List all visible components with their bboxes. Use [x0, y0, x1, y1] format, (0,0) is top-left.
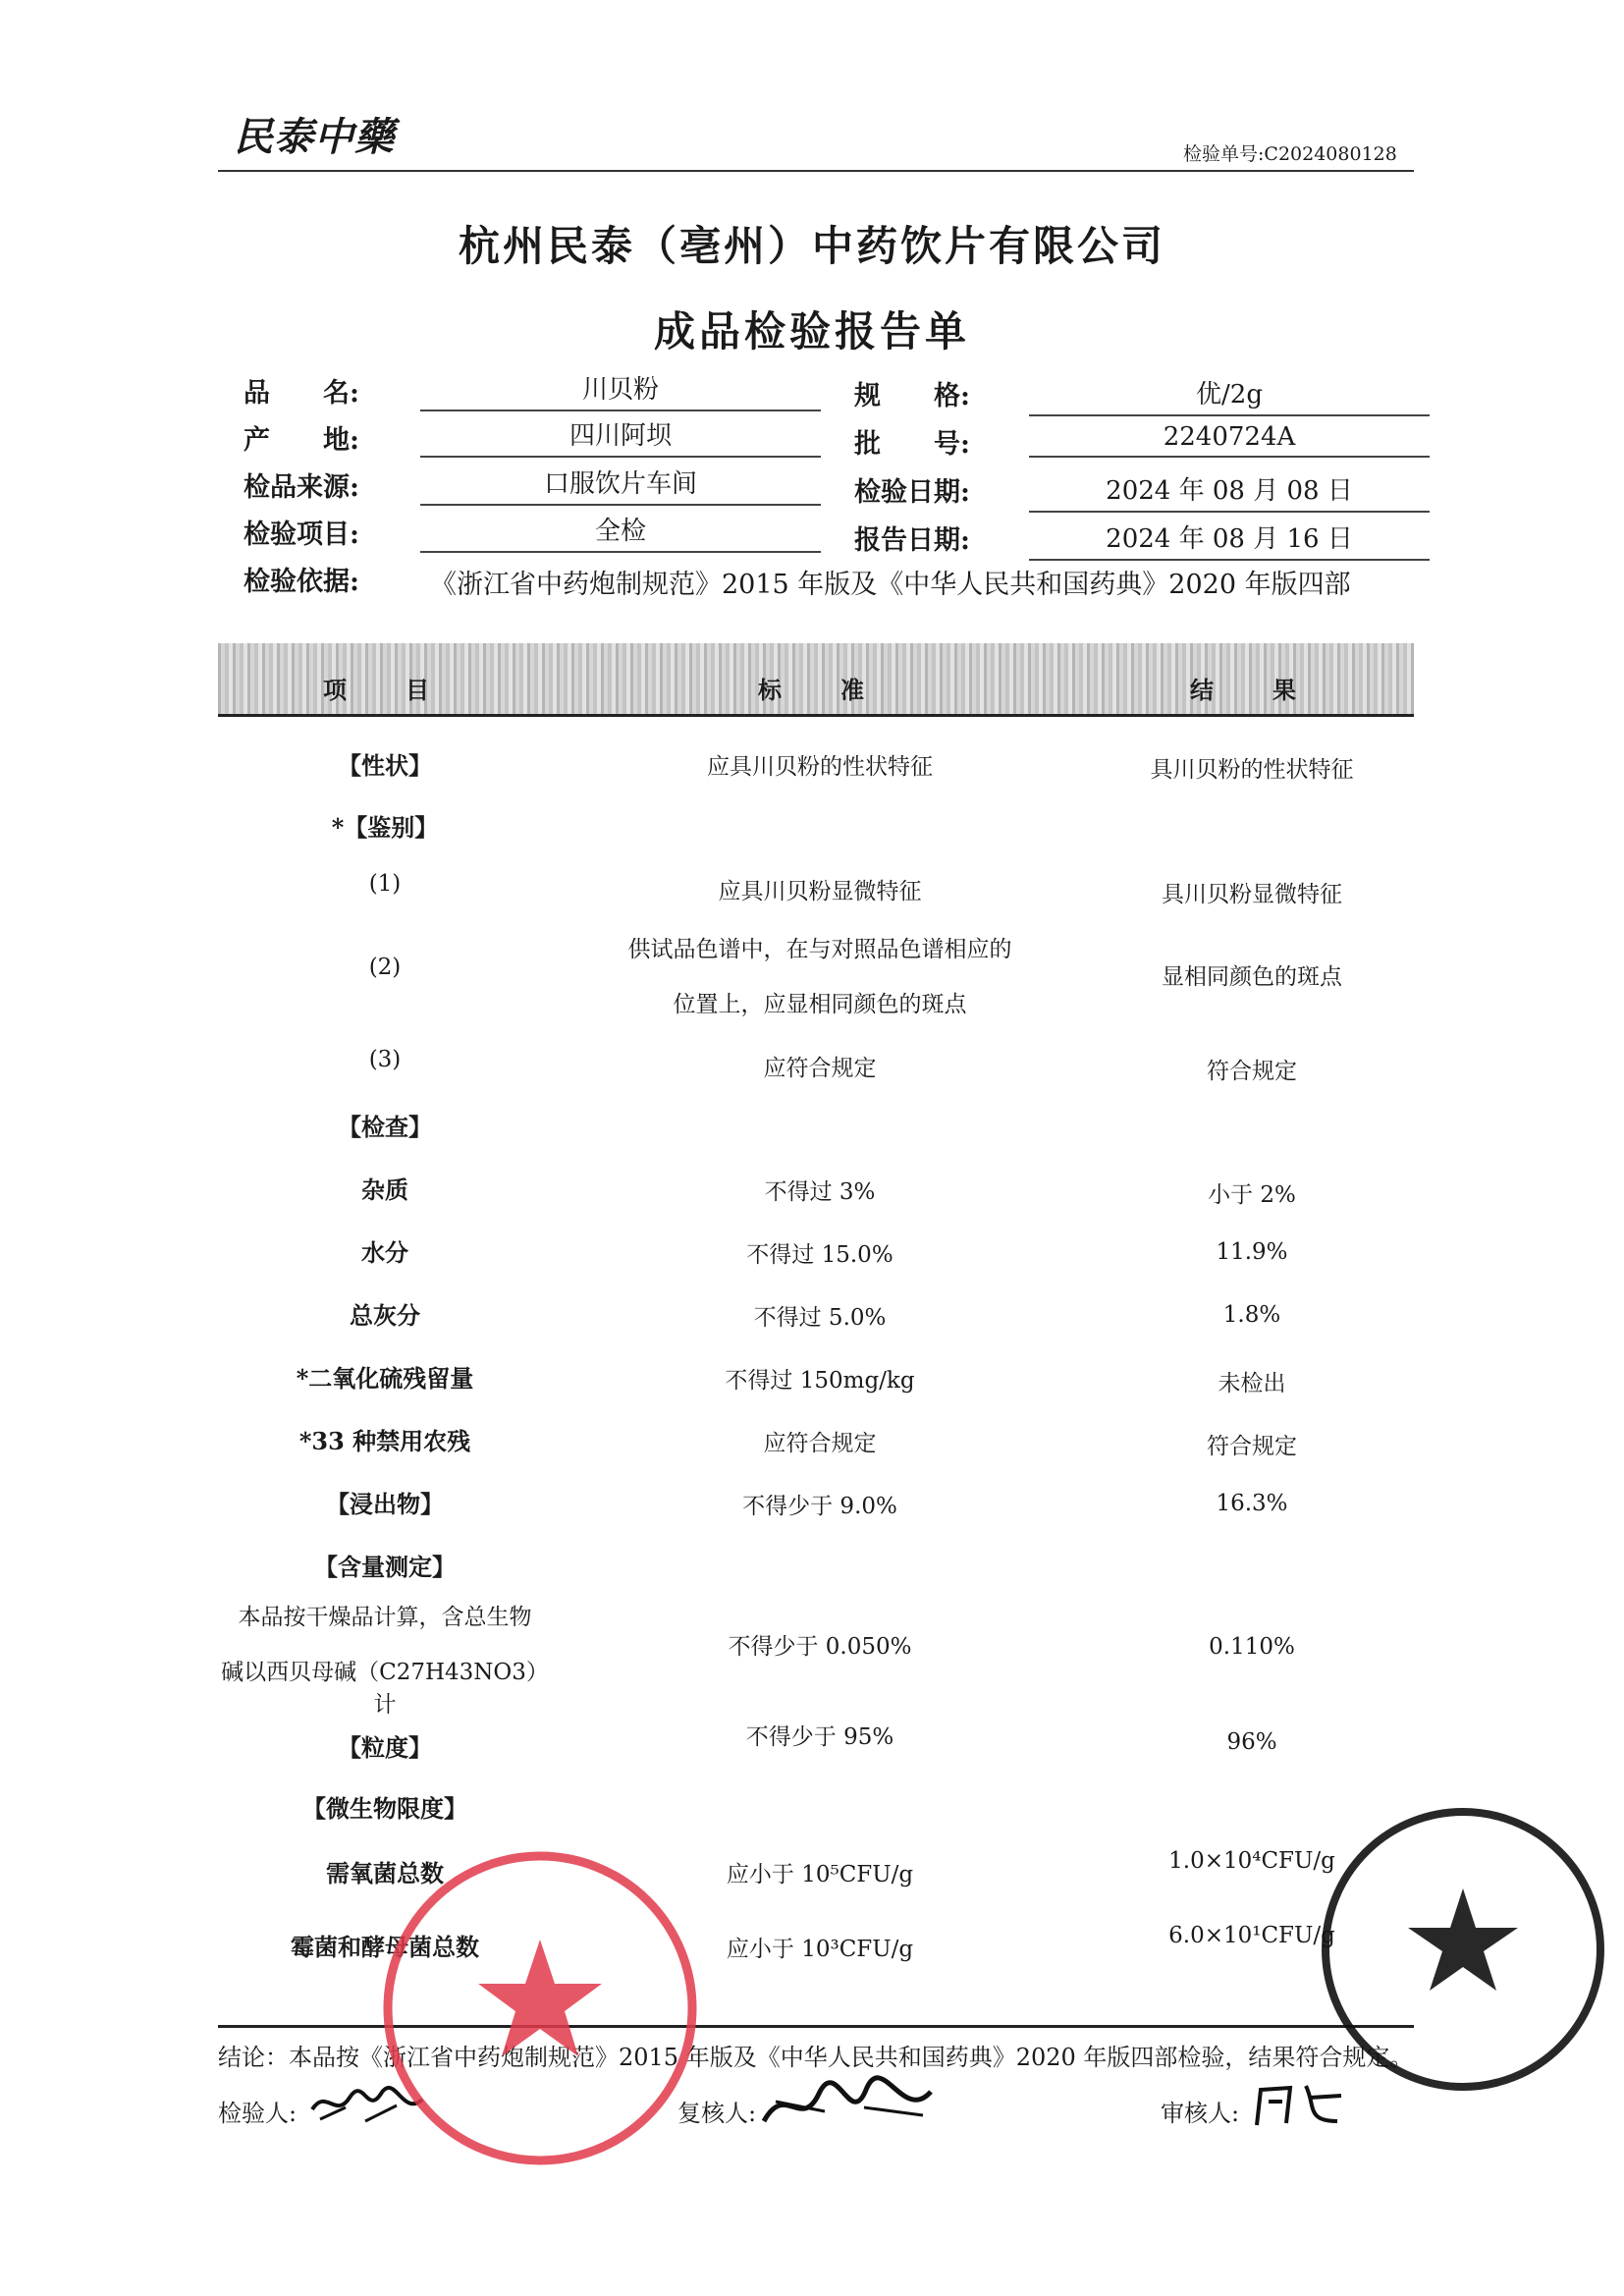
- approver-label: 审核人:: [1161, 2100, 1240, 2127]
- row-standard: 不得过 15.0%: [746, 1242, 893, 1268]
- row-item: 水分: [361, 1238, 408, 1267]
- row-standard-line2: 位置上，应显相同颜色的斑点: [673, 992, 967, 1017]
- report-title: 成品检验报告单: [653, 307, 970, 355]
- company-name: 杭州民泰（亳州）中药饮片有限公司: [458, 222, 1165, 270]
- row-result: 具川贝粉显微特征: [1162, 882, 1342, 907]
- row-result: 0.110%: [1209, 1634, 1295, 1660]
- row-item: 【粒度】: [338, 1733, 432, 1762]
- section-heading: *【鉴别】: [331, 813, 439, 842]
- document-number: [1183, 139, 1397, 166]
- row-standard-line1: 供试品色谱中，在与对照品色谱相应的: [627, 937, 1012, 962]
- basis-label: 检验依据:: [244, 567, 359, 597]
- row-result: 具川贝粉的性状特征: [1150, 757, 1354, 783]
- row-result: 6.0×10¹CFU/g: [1168, 1923, 1335, 1948]
- conclusion-text: 结论：本品按《浙江省中药炮制规范》2015 年版及《中华人民共和国药典》2020 年版四部检验，结果符合规定。: [218, 2044, 1414, 2071]
- row-standard: 不得过 3%: [764, 1179, 876, 1205]
- row-result: 未检出: [1218, 1371, 1286, 1396]
- spec-value: 优/2g: [1029, 374, 1430, 416]
- row-item: *二氧化硫残留量: [296, 1364, 474, 1393]
- row-result: 符合规定: [1207, 1434, 1297, 1459]
- row-item: (3): [368, 1047, 402, 1072]
- section-heading: 【微生物限度】: [302, 1794, 467, 1823]
- header-result: 结 果: [1190, 676, 1314, 704]
- row-standard: 不得少于 0.050%: [728, 1634, 912, 1660]
- origin-value: 四川阿坝: [420, 415, 821, 458]
- row-result: 1.8%: [1222, 1302, 1281, 1328]
- row-item: 需氧菌总数: [326, 1859, 444, 1887]
- spec-label: 规 格:: [854, 381, 970, 411]
- origin-label: 产 地:: [244, 425, 359, 456]
- report-date-value: 2024 年 08 月 16 日: [1029, 519, 1430, 561]
- row-item: 【浸出物】: [326, 1490, 444, 1518]
- quality-seal-red: [378, 1846, 702, 2170]
- row-item: 总灰分: [350, 1301, 420, 1330]
- row-item: 霉菌和酵母菌总数: [291, 1933, 479, 1961]
- doc-no-label: 检验单号:: [1183, 143, 1265, 165]
- row-result: 小于 2%: [1208, 1182, 1296, 1208]
- row-standard: 应具川贝粉显微特征: [718, 879, 922, 904]
- reviewer-label: 复核人:: [677, 2100, 757, 2127]
- row-item: *33 种禁用农残: [298, 1427, 471, 1455]
- doc-no-value: C2024080128: [1264, 143, 1397, 165]
- row-standard: 应符合规定: [763, 1056, 877, 1081]
- section-heading: 【含量测定】: [314, 1553, 456, 1581]
- batch-label: 批 号:: [854, 429, 970, 460]
- header-item: 项 目: [323, 676, 447, 704]
- name-label: 品 名:: [244, 378, 359, 409]
- item-label: 检验项目:: [244, 519, 359, 550]
- basis-value: 《浙江省中药炮制规范》2015 年版及《中华人民共和国药典》2020 年版四部: [430, 570, 1351, 600]
- row-item: (1): [368, 871, 402, 897]
- row-result: 11.9%: [1216, 1239, 1288, 1265]
- section-heading: 【检查】: [338, 1113, 432, 1141]
- inspector-label: 检验人:: [218, 2100, 298, 2127]
- row-result: 1.0×10⁴CFU/g: [1168, 1848, 1335, 1874]
- header-rule: [218, 170, 1414, 172]
- row-standard: 应符合规定: [763, 1431, 877, 1456]
- row-item-line1: 本品按干燥品计算，含总生物: [238, 1605, 532, 1630]
- row-item: (2): [368, 955, 402, 980]
- item-value: 全检: [420, 511, 821, 553]
- row-result: 96%: [1226, 1729, 1277, 1755]
- source-label: 检品来源:: [244, 472, 359, 503]
- report-date-label: 报告日期:: [854, 525, 970, 556]
- table-header-rule: [218, 714, 1414, 717]
- row-standard: 不得少于 9.0%: [742, 1494, 897, 1519]
- row-item: 杂质: [361, 1175, 408, 1204]
- row-standard: 不得过 150mg/kg: [725, 1368, 915, 1394]
- row-standard: 不得过 5.0%: [753, 1305, 887, 1331]
- row-standard: 应小于 10³CFU/g: [726, 1937, 914, 1962]
- source-value: 口服饮片车间: [420, 464, 821, 506]
- name-value: 川贝粉: [420, 369, 821, 411]
- test-date-label: 检验日期:: [854, 477, 970, 508]
- batch-value: 2240724A: [1029, 422, 1430, 458]
- row-item-line2: 碱以西贝母碱（C27H43NO3）计: [221, 1660, 549, 1718]
- header-standard: 标 准: [758, 676, 882, 704]
- row-result: 显相同颜色的斑点: [1162, 964, 1342, 990]
- row-standard: 不得少于 95%: [745, 1724, 894, 1750]
- reviewer-signature: [756, 2072, 943, 2141]
- row-item: 【性状】: [338, 751, 432, 780]
- row-result: 符合规定: [1207, 1059, 1297, 1084]
- company-logo: 民泰中藥: [234, 114, 395, 160]
- test-date-value: 2024 年 08 月 08 日: [1029, 470, 1430, 513]
- row-result: 16.3%: [1216, 1491, 1288, 1516]
- inspection-seal-black: [1316, 1802, 1610, 2097]
- row-standard: 应小于 10⁵CFU/g: [726, 1862, 914, 1887]
- row-standard: 应具川贝粉的性状特征: [707, 754, 933, 780]
